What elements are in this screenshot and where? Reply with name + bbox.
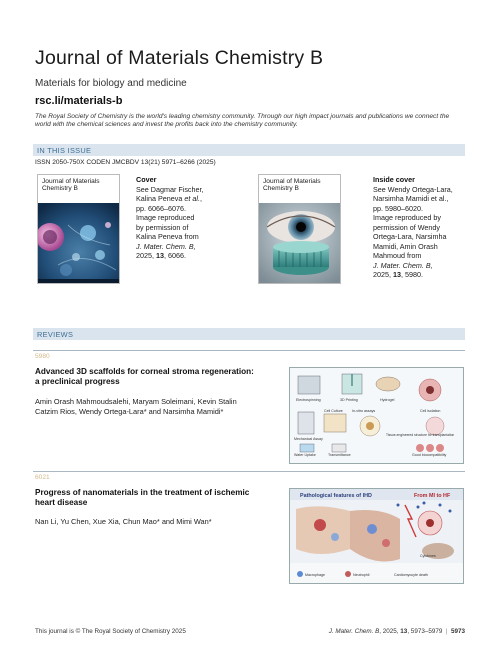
article-title-link[interactable]: Advanced 3D scaffolds for corneal stroma regeneration: a preclinical progress [35, 367, 254, 386]
scaffold-abstract-figure [290, 368, 464, 464]
ihd-abstract-figure [290, 489, 464, 584]
inside-cover-label: Inside cover [373, 175, 415, 184]
abstract-label: In-vitro assays [352, 409, 376, 413]
caption-journal-ref: J. Mater. Chem. B, [373, 260, 433, 270]
article-page-number: 5980 [35, 353, 50, 360]
abstract-label: Tissue-engineered structure for transplantation [386, 433, 455, 437]
footer-journal-abbrev: J. Mater. Chem. B [328, 628, 380, 635]
rsc-description: The Royal Society of Chemistry is the world's leading chemistry community. Through our high impact journals and publications we connect the world with the chemical sciences and invest the profits back into the chemistry community. [35, 113, 450, 129]
footer-page-number: 5973 [450, 628, 465, 635]
caption-page: , 5980. [400, 270, 423, 279]
caption-line: Image reproduced [136, 213, 195, 222]
abstract-heading: Pathological features of IHD [300, 493, 372, 499]
caption-year: 2025, [373, 270, 393, 279]
inside-cover-caption [373, 175, 468, 280]
journal-title: Journal of Materials Chemistry B [35, 47, 324, 69]
caption-line: See Dagmar Fischer, [136, 184, 204, 194]
caption-italic: et al. [184, 194, 200, 203]
caption-line: Kalina Peneva [136, 194, 185, 203]
caption-line: Ortega-Lara, Narsimha [373, 232, 447, 241]
caption-line: by permission of [136, 222, 189, 232]
abstract-label: Cell isolation [420, 409, 441, 413]
caption-line: Narsimha Mamidi et al., [373, 194, 449, 203]
reviews-label: REVIEWS [37, 329, 74, 339]
caption-line: , [199, 194, 202, 203]
front-cover-image[interactable] [37, 174, 120, 284]
front-cover-masthead [38, 175, 119, 203]
abstract-label: Cell Culture [324, 409, 343, 413]
abstract-label: Macrophage [305, 573, 325, 577]
abstract-label: Hydrogel [380, 398, 395, 402]
caption-pages: pp. 6066–6076. [136, 203, 186, 213]
footer-copyright: This journal is © The Royal Society of Chemistry 2025 [35, 628, 186, 635]
footer-pages: , 5973–5979 [407, 628, 443, 635]
in-this-issue-bar [33, 144, 465, 156]
abstract-label: Good biocompatibility [412, 453, 447, 457]
abstract-label: Water Uptake [294, 453, 316, 457]
caption-line: Kalina Peneva from [136, 232, 199, 241]
caption-line: See Wendy Ortega-Lara, [373, 184, 453, 194]
caption-volume: 13 [155, 251, 164, 260]
article-graphical-abstract[interactable] [289, 488, 464, 584]
abstract-label: Mechanical Assay [294, 437, 323, 441]
caption-volume: 13 [392, 270, 401, 279]
article-page-number: 6021 [35, 474, 50, 481]
caption-line: Mahmoud from [373, 251, 422, 260]
journal-subtitle: Materials for biology and medicine [35, 78, 187, 89]
caption-page: , 6066. [163, 251, 186, 260]
abstract-label: Cardiomyocyte death [394, 573, 428, 577]
abstract-label: 3D Printing [340, 398, 358, 402]
reviews-bar [33, 328, 465, 340]
article-authors: Nan Li, Yu Chen, Xue Xia, Chun Mao* and Mimi Wan* [35, 517, 212, 526]
in-this-issue-label: IN THIS ISSUE [37, 145, 92, 155]
caption-year: 2025, [136, 251, 156, 260]
inside-cover-journal-title: Journal of Materials Chemistry B [263, 178, 321, 193]
abstract-label: Cytokines [420, 554, 436, 558]
article-title-link[interactable]: Progress of nanomaterials in the treatment of ischemic heart disease [35, 488, 250, 507]
article-graphical-abstract[interactable] [289, 367, 464, 464]
caption-line: Image reproduced by [373, 213, 441, 222]
article-authors: Amin Orash Mahmoudsalehi, Maryam Soleimani, Kevin Stalin Catzim Rios, Wendy Ortega-Lara* and Narsimha Mamidi* [35, 397, 237, 416]
caption-line: Mamidi, Amin Orash [373, 241, 438, 251]
front-cover-caption [136, 175, 216, 261]
footer-citation [329, 628, 465, 635]
caption-line: permission of Wendy [373, 222, 440, 232]
abstract-heading: From MI to HF [414, 493, 451, 499]
front-cover-journal-title: Journal of Materials Chemistry B [42, 178, 100, 193]
article-divider [33, 471, 465, 472]
caption-pages: pp. 5980–6020. [373, 203, 423, 213]
issn-line: ISSN 2050-750X CODEN JMCBDV 13(21) 5971–6266 (2025) [35, 159, 216, 166]
abstract-label: Transmittance [328, 453, 351, 457]
inside-cover-masthead [259, 175, 340, 203]
caption-journal-ref: J. Mater. Chem. B, [136, 241, 196, 251]
front-cover-label: Cover [136, 175, 157, 184]
abstract-label: Neutrophil [353, 573, 370, 577]
footer-volume: 13 [400, 628, 408, 635]
footer-separator: | [445, 628, 448, 635]
inside-cover-image[interactable] [258, 174, 341, 284]
article-divider [33, 350, 465, 351]
journal-url-link[interactable]: rsc.li/materials-b [35, 95, 123, 107]
footer-year: , 2025, [379, 628, 401, 635]
abstract-label: Electrospinning [296, 398, 321, 402]
